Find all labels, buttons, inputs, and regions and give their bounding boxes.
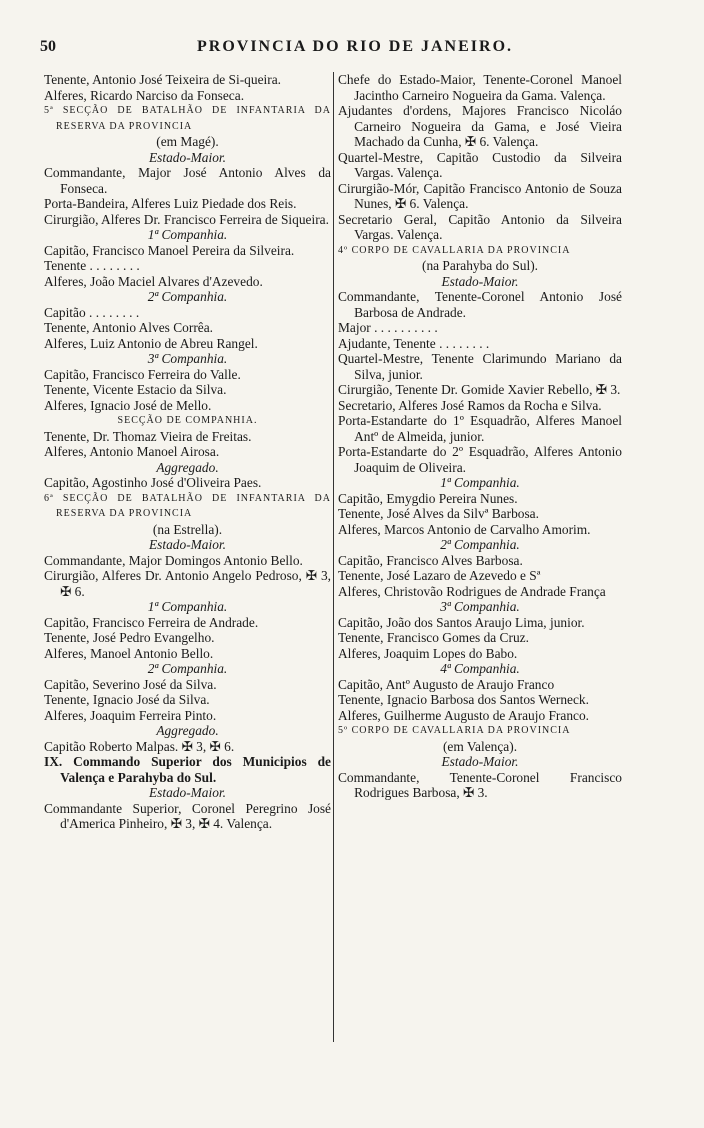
entry-line: Commandante, Major José Antonio Alves da Fonseca. bbox=[44, 165, 331, 196]
entry-line: Capitão, Severino José da Silva. bbox=[44, 676, 217, 692]
entry-line: Tenente, Ignacio José da Silva. bbox=[44, 692, 210, 707]
entry-line: Tenente . . . . . . . . bbox=[44, 258, 140, 273]
location-line: (na Parahyba do Sul). bbox=[421, 258, 539, 273]
entry-line: Capitão, Francisco Alves Barbosa. bbox=[338, 552, 523, 568]
entry-line: Alferes, Antonio Manoel Airosa. bbox=[44, 444, 220, 459]
entry-line: Secretario Geral, Capitão Antonio da Silveira Vargas. Valença. bbox=[338, 211, 622, 242]
subheading: Estado-Maior. bbox=[441, 754, 519, 769]
entry-line: Commandante, Tenente-Coronel Francisco Rodrigues Barbosa, ✠ 3. bbox=[338, 769, 622, 800]
section-heading: SECÇÃO DE COMPANHIA. bbox=[117, 415, 258, 426]
section-heading: 5ª SECÇÃO DE BATALHÃO DE INFANTARIA DA RESERVA DA PROVINCIA bbox=[44, 105, 331, 132]
entry-line: Alferes, Guilherme Augusto de Araujo Franco. bbox=[338, 707, 590, 723]
entry-line: Cirurgião-Mór, Capitão Francisco Antonio de Souza Nunes, ✠ 6. Valença. bbox=[338, 180, 622, 211]
entry-line: Tenente, Ignacio Barbosa dos Santos Werneck. bbox=[338, 692, 589, 707]
entry-line: Tenente, Francisco Gomes da Cruz. bbox=[338, 630, 529, 645]
right-column bbox=[338, 72, 622, 801]
left-column bbox=[44, 72, 331, 832]
entry-line: Major . . . . . . . . . . bbox=[338, 320, 438, 335]
entry-line: Capitão, Antº Augusto de Araujo Franco bbox=[338, 676, 555, 692]
entry-line: Alferes, João Maciel Alvares d'Azevedo. bbox=[44, 273, 263, 289]
entry-line: Cirurgião, Alferes Dr. Francisco Ferreira de Siqueira. bbox=[44, 211, 329, 227]
entry-line: Porta-Bandeira, Alferes Luiz Piedade dos Reis. bbox=[44, 196, 297, 211]
entry-line: Alferes, Joaquim Lopes do Babo. bbox=[338, 645, 518, 661]
entry-line: Quartel-Mestre, Tenente Clarimundo Mariano da Silva, junior. bbox=[338, 351, 622, 382]
entry-line: Capitão, Emygdio Pereira Nunes. bbox=[338, 490, 518, 506]
subheading: Estado-Maior. bbox=[441, 273, 519, 289]
subheading: Estado-Maior. bbox=[149, 785, 226, 800]
entry-line: Tenente, José Lazaro de Azevedo e Sª bbox=[338, 568, 541, 583]
running-title: PROVINCIA DO RIO DE JANEIRO. bbox=[196, 38, 514, 55]
page-number: 50 bbox=[40, 38, 56, 55]
entry-line: Alferes, Christovão Rodrigues de Andrade França bbox=[338, 583, 606, 599]
subheading: Aggregado. bbox=[156, 459, 219, 475]
subheading: 1ª Companhia. bbox=[147, 599, 228, 614]
location-line: (em Magé). bbox=[156, 134, 219, 149]
entry-line: Secretario, Alferes José Ramos da Rocha e Silva. bbox=[338, 397, 602, 413]
entry-line: Porta-Estandarte do 2º Esquadrão, Alferes Antonio Joaquim de Oliveira. bbox=[338, 444, 622, 475]
section-heading: 4º CORPO DE CAVALLARIA DA PROVINCIA bbox=[338, 244, 571, 256]
command-heading: IX. Commando Superior dos Municipios de Valença e Parahyba do Sul. bbox=[44, 754, 331, 785]
subheading: 1ª Companhia. bbox=[147, 227, 228, 242]
entry-line: Ajudantes d'ordens, Majores Francisco Nicoláo Carneiro Nogueira da Gama, e José Vieira Machado da Cunha, ✠ 6. Valença. bbox=[338, 103, 622, 149]
entry-line: Alferes, Ignacio José de Mello. bbox=[44, 397, 212, 413]
entry-line: Tenente, Antonio José Teixeira de Si-queira. bbox=[44, 72, 281, 87]
column-divider bbox=[333, 72, 334, 1042]
section-heading: 6ª SECÇÃO DE BATALHÃO DE INFANTARIA DA RESERVA DA PROVINCIA bbox=[44, 492, 331, 519]
entry-line: Cirurgião, Alferes Dr. Antonio Angelo Pedroso, ✠ 3, ✠ 6. bbox=[44, 568, 331, 599]
entry-line: Capitão, João dos Santos Araujo Lima, junior. bbox=[338, 614, 585, 630]
subheading: 1ª Companhia. bbox=[440, 475, 520, 490]
entry-line: Tenente, Dr. Thomaz Vieira de Freitas. bbox=[44, 428, 252, 444]
entry-line: Capitão, Francisco Ferreira de Andrade. bbox=[44, 614, 259, 630]
subheading: 3ª Companhia. bbox=[440, 599, 520, 614]
section-heading: 5º CORPO DE CAVALLARIA DA PROVINCIA bbox=[338, 725, 571, 736]
subheading: Estado-Maior. bbox=[149, 537, 226, 552]
entry-line: Chefe do Estado-Maior, Tenente-Coronel Manoel Jacintho Carneiro Nogueira da Gama. Valença. bbox=[338, 72, 622, 103]
entry-line: Tenente, Antonio Alves Corrêa. bbox=[44, 320, 214, 335]
subheading: 2ª Companhia. bbox=[440, 537, 520, 552]
entry-line: Capitão Roberto Malpas. ✠ 3, ✠ 6. bbox=[44, 738, 235, 754]
entry-line: Capitão, Francisco Ferreira do Valle. bbox=[44, 366, 241, 382]
entry-line: Quartel-Mestre, Capitão Custodio da Silveira Vargas. Valença. bbox=[338, 149, 622, 180]
location-line: (na Estrella). bbox=[152, 521, 223, 537]
entry-line: Porta-Estandarte do 1º Esquadrão, Alferes Manoel Antº de Almeida, junior. bbox=[338, 413, 622, 444]
subheading: Aggregado. bbox=[156, 723, 219, 738]
subheading: 2ª Companhia. bbox=[147, 289, 228, 304]
entry-line: Ajudante, Tenente . . . . . . . . bbox=[338, 335, 490, 351]
page-header bbox=[40, 38, 670, 64]
subheading: 3ª Companhia. bbox=[147, 351, 228, 366]
entry-line: Capitão, Francisco Manoel Pereira da Silveira. bbox=[44, 242, 295, 258]
entry-line: Tenente, José Pedro Evangelho. bbox=[44, 630, 215, 645]
subheading: 4ª Companhia. bbox=[440, 661, 520, 676]
entry-line: Cirurgião, Tenente Dr. Gomide Xavier Rebello, ✠ 3. bbox=[338, 382, 621, 397]
entry-line: Commandante Superior, Coronel Peregrino José d'America Pinheiro, ✠ 3, ✠ 4. Valença. bbox=[44, 800, 331, 831]
subheading: 2ª Companhia. bbox=[147, 661, 228, 676]
entry-line: Capitão . . . . . . . . bbox=[44, 304, 140, 320]
entry-line: Alferes, Marcos Antonio de Carvalho Amorim. bbox=[338, 521, 591, 537]
entry-line: Alferes, Luiz Antonio de Abreu Rangel. bbox=[44, 335, 258, 351]
entry-line: Commandante, Major Domingos Antonio Bello. bbox=[44, 552, 303, 568]
location-line: (em Valença). bbox=[442, 738, 518, 754]
entry-line: Commandante, Tenente-Coronel Antonio José Barbosa de Andrade. bbox=[338, 289, 622, 320]
entry-line: Tenente, Vicente Estacio da Silva. bbox=[44, 382, 227, 397]
subheading: Estado-Maior. bbox=[149, 149, 226, 165]
entry-line: Capitão, Agostinho José d'Oliveira Paes. bbox=[44, 475, 262, 490]
entry-line: Alferes, Joaquim Ferreira Pinto. bbox=[44, 707, 217, 723]
entry-line: Alferes, Manoel Antonio Bello. bbox=[44, 645, 214, 661]
entry-line: Tenente, José Alves da Silvª Barbosa. bbox=[338, 506, 539, 521]
entry-line: Alferes, Ricardo Narciso da Fonseca. bbox=[44, 87, 245, 103]
